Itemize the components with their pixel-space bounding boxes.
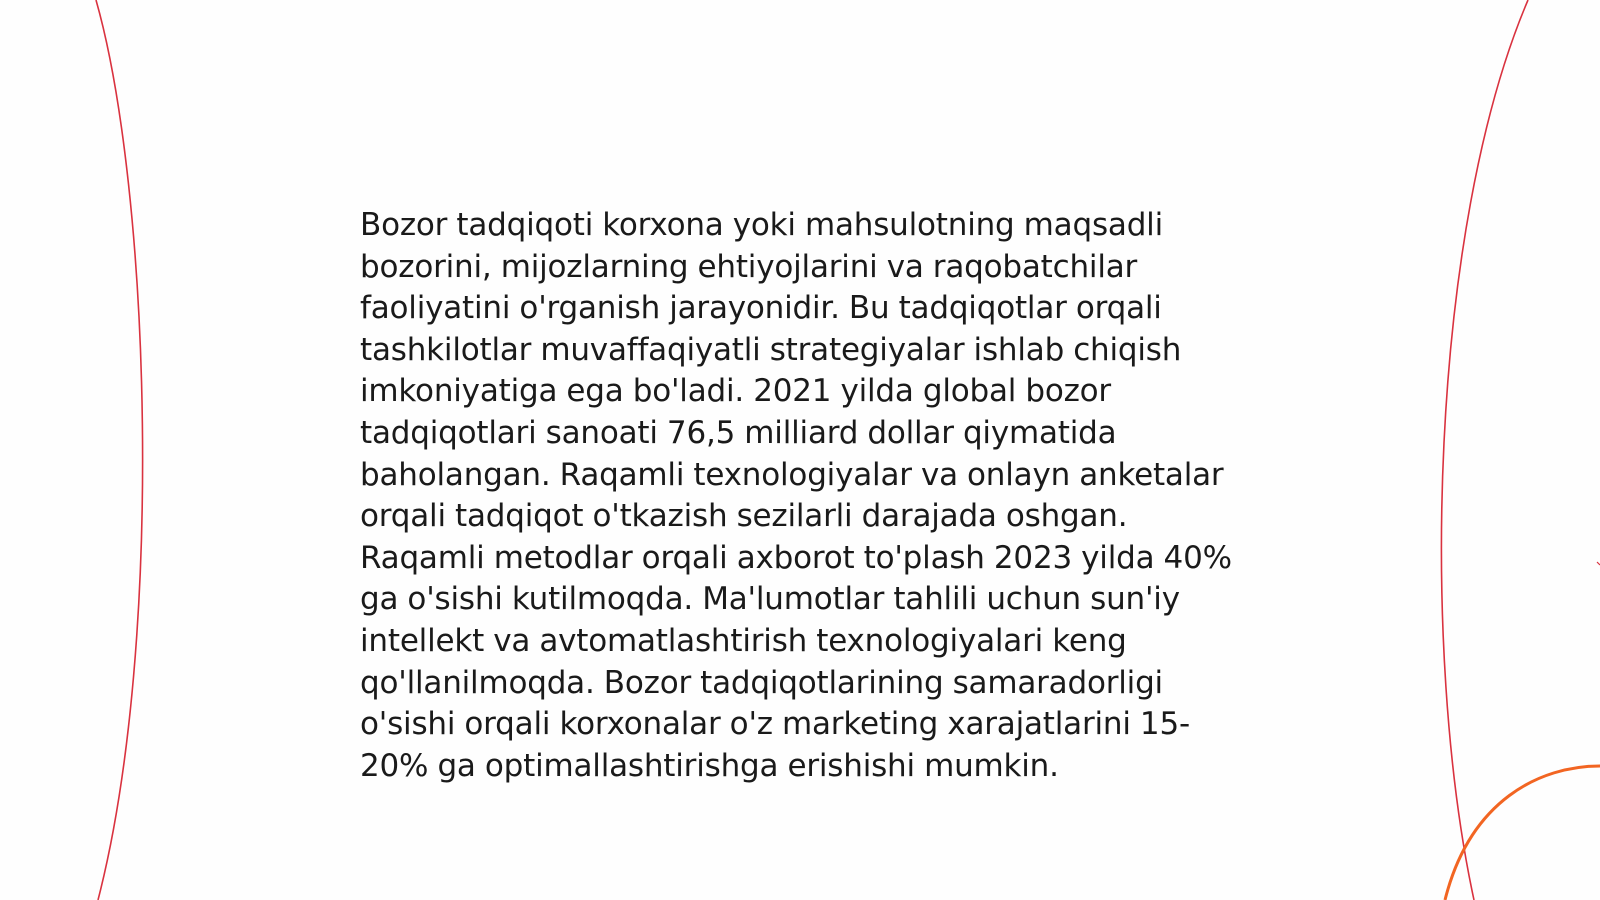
orange-circle-arc xyxy=(1445,766,1600,900)
right-red-curve xyxy=(1441,0,1528,900)
slide-body-text: Bozor tadqiqoti korxona yoki mahsulotning maqsadli bozorini, mijozlarning ehtiyojlarini va raqobatchilar faoliyatini o'rganish jarayonidir. Bu tadqiqotlar orqali tashkilotlar muvaffaqiyatli strategiyalar ishlab chiqish imkoniyatiga ega bo'ladi. 2021 yilda global bozor tadqiqotlari sanoati 76,5 milliard dollar qiymatida baholangan. Raqamli texnologiyalar va onlayn anketalar orqali tadqiqot o'tkazish sezilarli darajada oshgan. Raqamli metodlar orqali axborot to'plash 2023 yilda 40% ga o'sishi kutilmoqda. Ma'lumotlar tahlili uchun sun'iy intellekt va avtomatlashtirish texnologiyalari keng qo'llanilmoqda. Bozor tadqiqotlarining samaradorligi o'sishi orqali korxonalar o'z marketing xarajatlarini 15-20% ga optimallashtirishga erishishi mumkin. xyxy=(360,207,1232,784)
left-red-curve xyxy=(96,0,143,900)
